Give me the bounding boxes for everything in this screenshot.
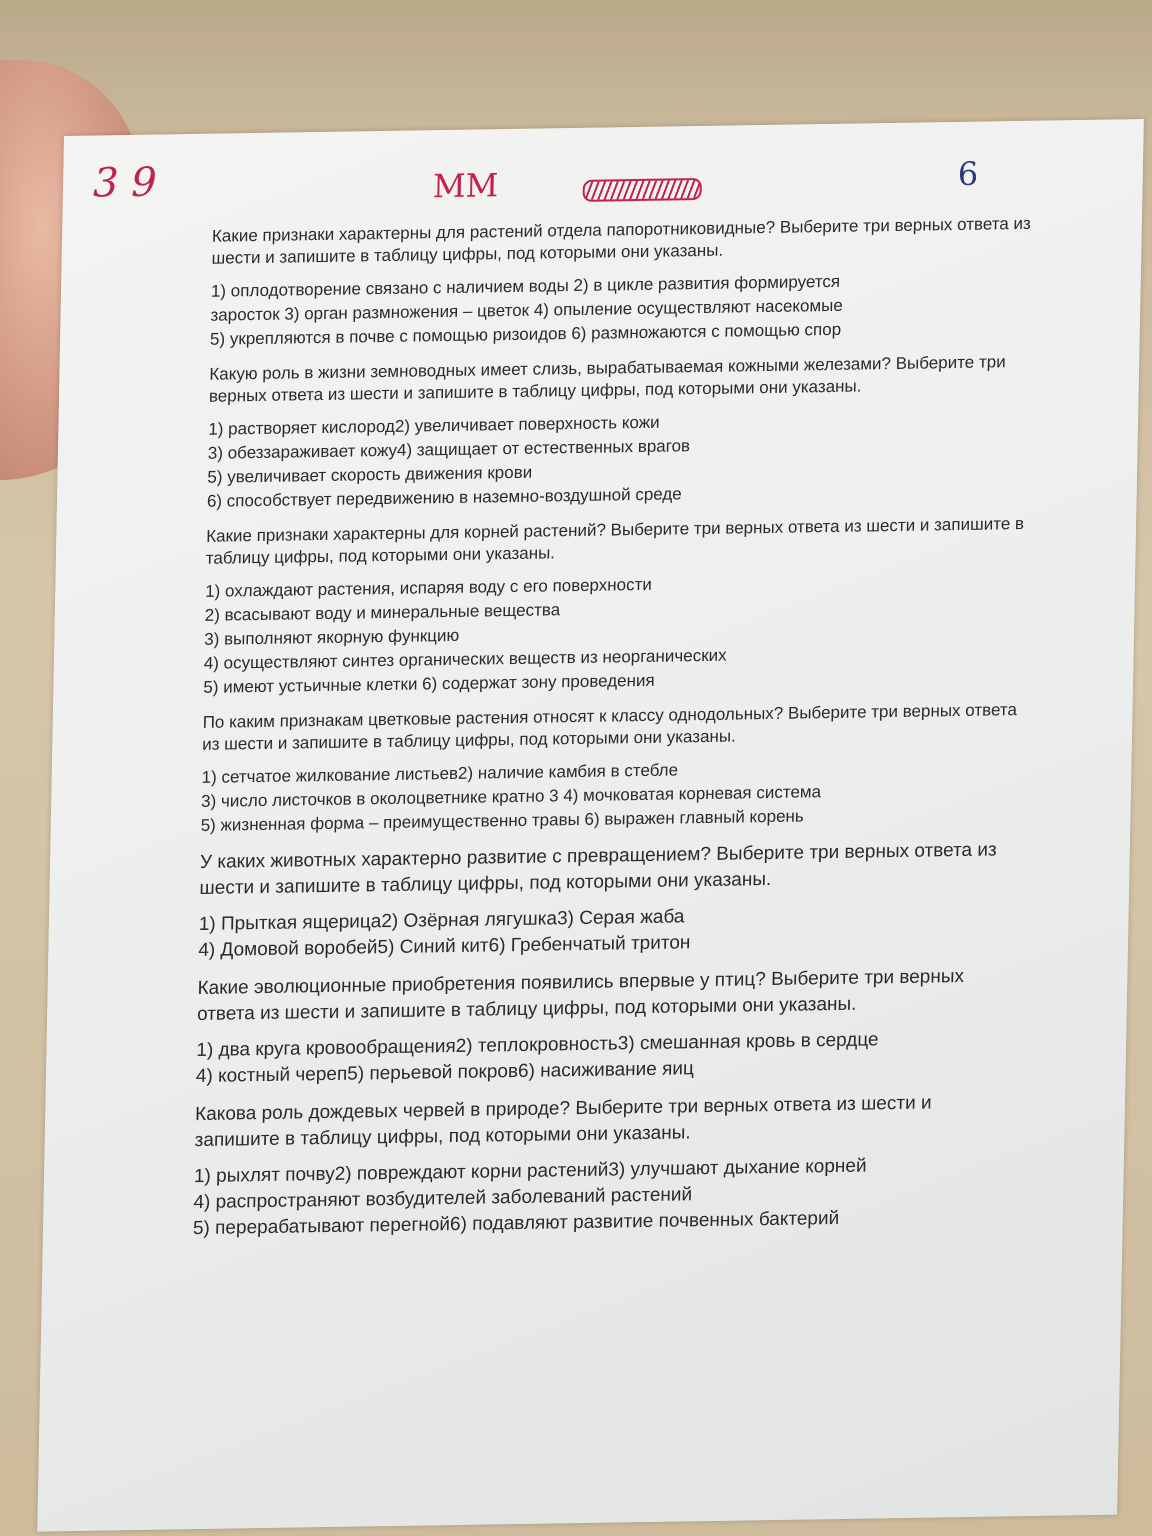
option-line: 5) укрепляются в почве с помощью ризоидов 6) размножаются с помощью спор [209,319,842,349]
question-4 [200,699,1022,838]
option-line: 1) охлаждают растения, испаряя воду с его поверхности [205,574,653,601]
handwritten-variant: 6 [957,154,979,193]
handwritten-initials: ММ [432,166,499,206]
option-line: 1) растворяет кислород2) увеличивает поверхность кожи [208,412,660,439]
question-5 [198,837,1020,964]
question-1 [210,213,1032,352]
question-prompt: Какова роль дождевых червей в природе? Выберите три верных ответа из шести и запишите в таблицу цифры, под которыми они указаны. [194,1092,932,1152]
option-line: 4) Домовой воробей5) Синий кит6) Гребенчатый тритон [198,932,691,961]
option-line: 5) жизненная форма – преимущественно травы 6) выражен главный корень [200,806,804,835]
option-line: 2) всасывают воду и минеральные вещества [204,600,561,625]
option-line: 1) два круга кровообращения2) теплокровность3) смешанная кровь в сердце [196,1029,879,1062]
question-list [192,213,1032,1254]
option-line: 3) обеззараживает кожу4) защищает от естественных врагов [207,436,691,463]
option-line: 6) способствует передвижению в наземно-воздушной среде [206,484,682,511]
option-line: 3) число листочков в околоцветнике кратно 3 4) мочковатая корневая система [200,782,822,811]
handwritten-number: 3 9 [92,159,158,207]
option-line: 4) костный череп5) перьевой покров6) насиживание яиц [195,1058,695,1088]
question-prompt: Какие эволюционные приобретения появились впервые у птиц? Выберите три верных ответа из шести и запишите в таблицу цифры, под которыми они указаны. [196,965,965,1026]
worksheet-paper [37,119,1144,1532]
option-line: 1) рыхлят почву2) повреждают корни растений3) улучшают дыхание корней [193,1155,867,1188]
question-prompt: По каким признакам цветковые растения относят к классу однодольных? Выберите три верных ответа из шести и запишите в таблицу цифры, под которыми они указаны. [202,700,1018,754]
question-2 [207,351,1030,514]
option-line: заросток 3) орган размножения – цветок 4) опыление осуществляют насекомые [210,295,844,325]
question-3 [203,513,1026,700]
question-6 [196,963,1018,1090]
question-7 [193,1089,1016,1242]
option-line: 4) осуществляют синтез органических веществ из неорганических [203,645,727,673]
question-prompt: Какие признаки характерны для корней растений? Выберите три верных ответа из шести и запишите в таблицу цифры, под которыми они указаны. [205,513,1025,568]
option-line: 1) оплодотворение связано с наличием воды 2) в цикле развития формируется [210,271,841,301]
question-prompt: Какие признаки характерны для растений отдела папоротниковидные? Выберите три верных ответа из шести и запишите в таблицу цифры, под которыми они указаны. [211,213,1031,268]
option-line: 1) Прыткая ящерица2) Озёрная лягушка3) Серая жаба [198,906,685,935]
option-line: 3) выполняют якорную функцию [204,625,460,649]
option-line: 4) распространяют возбудителей заболеваний растений [193,1184,693,1214]
question-prompt: Какую роль в жизни земноводных имеет слизь, вырабатываемая кожными железами? Выберите три верных ответа из шести и запишите в таблицу цифры, под которыми они указаны. [208,352,1006,406]
option-line: 5) увеличивает скорость движения крови [207,462,533,487]
option-line: 5) имеют устьичные клетки 6) содержат зону проведения [203,670,655,697]
option-line: 5) перерабатывают перегной6) подавляют развитие почвенных бактерий [192,1207,840,1240]
scribbled-out-text [583,178,702,202]
option-line: 1) сетчатое жилкование листьев2) наличие камбия в стебле [201,760,679,787]
question-prompt: У каких животных характерно развитие с превращением? Выберите три верных ответа из шести и запишите в таблицу цифры, под которыми они указаны. [199,839,997,899]
